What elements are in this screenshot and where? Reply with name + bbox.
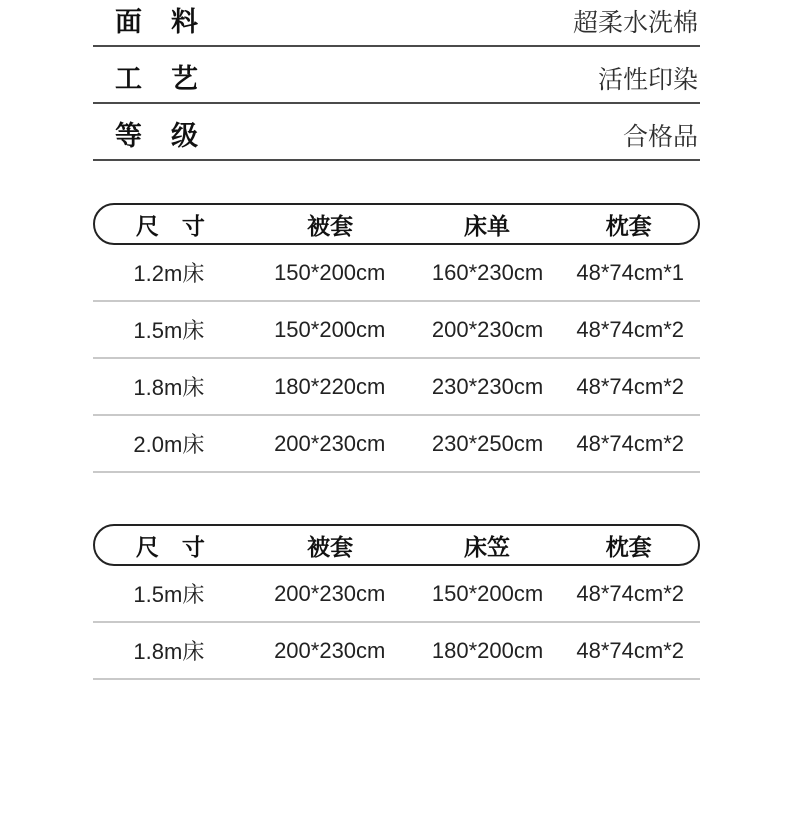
size-table-fitted-sheet-set	[93, 524, 700, 680]
header-cell-fitted-sheet: 床笠	[463, 533, 510, 560]
cell-pillowcase: 48*74cm*2	[576, 430, 684, 456]
spec-label-craft: 工 艺	[115, 64, 199, 94]
cell-fitted-sheet: 150*200cm	[431, 580, 544, 606]
spec-row-craft	[93, 47, 700, 104]
spec-label-fabric: 面 料	[115, 7, 199, 37]
cell-duvet-cover: 180*220cm	[274, 373, 386, 399]
header-cell-size: 尺 寸	[135, 533, 205, 560]
cell-bed-size: 1.8m床	[133, 639, 205, 664]
spec-value-grade: 合格品	[622, 123, 698, 151]
cell-duvet-cover: 200*230cm	[274, 430, 386, 456]
header-cell-pillowcase: 枕套	[605, 533, 652, 560]
header-cell-size: 尺 寸	[135, 212, 205, 239]
cell-fitted-sheet: 180*200cm	[431, 637, 544, 663]
size-table-header	[93, 524, 700, 566]
cell-bed-size: 1.5m床	[133, 582, 205, 607]
header-cell-duvet-cover: 被套	[307, 212, 354, 239]
cell-duvet-cover: 200*230cm	[274, 580, 386, 606]
cell-bed-size: 1.5m床	[133, 318, 205, 343]
header-cell-duvet-cover: 被套	[307, 533, 354, 560]
product-spec-sheet	[93, 0, 700, 680]
cell-flat-sheet: 160*230cm	[431, 259, 544, 285]
cell-duvet-cover: 200*230cm	[274, 637, 386, 663]
cell-flat-sheet: 200*230cm	[431, 316, 544, 342]
cell-bed-size: 1.2m床	[133, 261, 205, 286]
table-row	[93, 359, 700, 416]
spec-value-craft: 活性印染	[597, 66, 698, 94]
cell-duvet-cover: 150*200cm	[274, 259, 386, 285]
header-cell-flat-sheet: 床单	[463, 212, 510, 239]
spec-row-grade	[93, 104, 700, 161]
size-table-sheet-set	[93, 203, 700, 473]
cell-bed-size: 2.0m床	[133, 432, 205, 457]
table-row	[93, 566, 700, 623]
cell-pillowcase: 48*74cm*2	[576, 580, 684, 606]
cell-bed-size: 1.8m床	[133, 375, 205, 400]
spec-value-fabric: 超柔水洗棉	[572, 9, 698, 37]
spec-list	[93, 0, 700, 161]
table-row	[93, 623, 700, 680]
table-row	[93, 245, 700, 302]
cell-pillowcase: 48*74cm*2	[576, 373, 684, 399]
header-cell-pillowcase: 枕套	[605, 212, 652, 239]
table-row	[93, 302, 700, 359]
table-row	[93, 416, 700, 473]
spec-label-grade: 等 级	[115, 121, 199, 151]
size-table-header	[93, 203, 700, 245]
cell-flat-sheet: 230*230cm	[431, 373, 544, 399]
cell-duvet-cover: 150*200cm	[274, 316, 386, 342]
cell-pillowcase: 48*74cm*2	[576, 316, 684, 342]
cell-pillowcase: 48*74cm*2	[576, 637, 684, 663]
cell-flat-sheet: 230*250cm	[431, 430, 544, 456]
spec-row-fabric	[93, 0, 700, 47]
cell-pillowcase: 48*74cm*1	[576, 259, 684, 285]
